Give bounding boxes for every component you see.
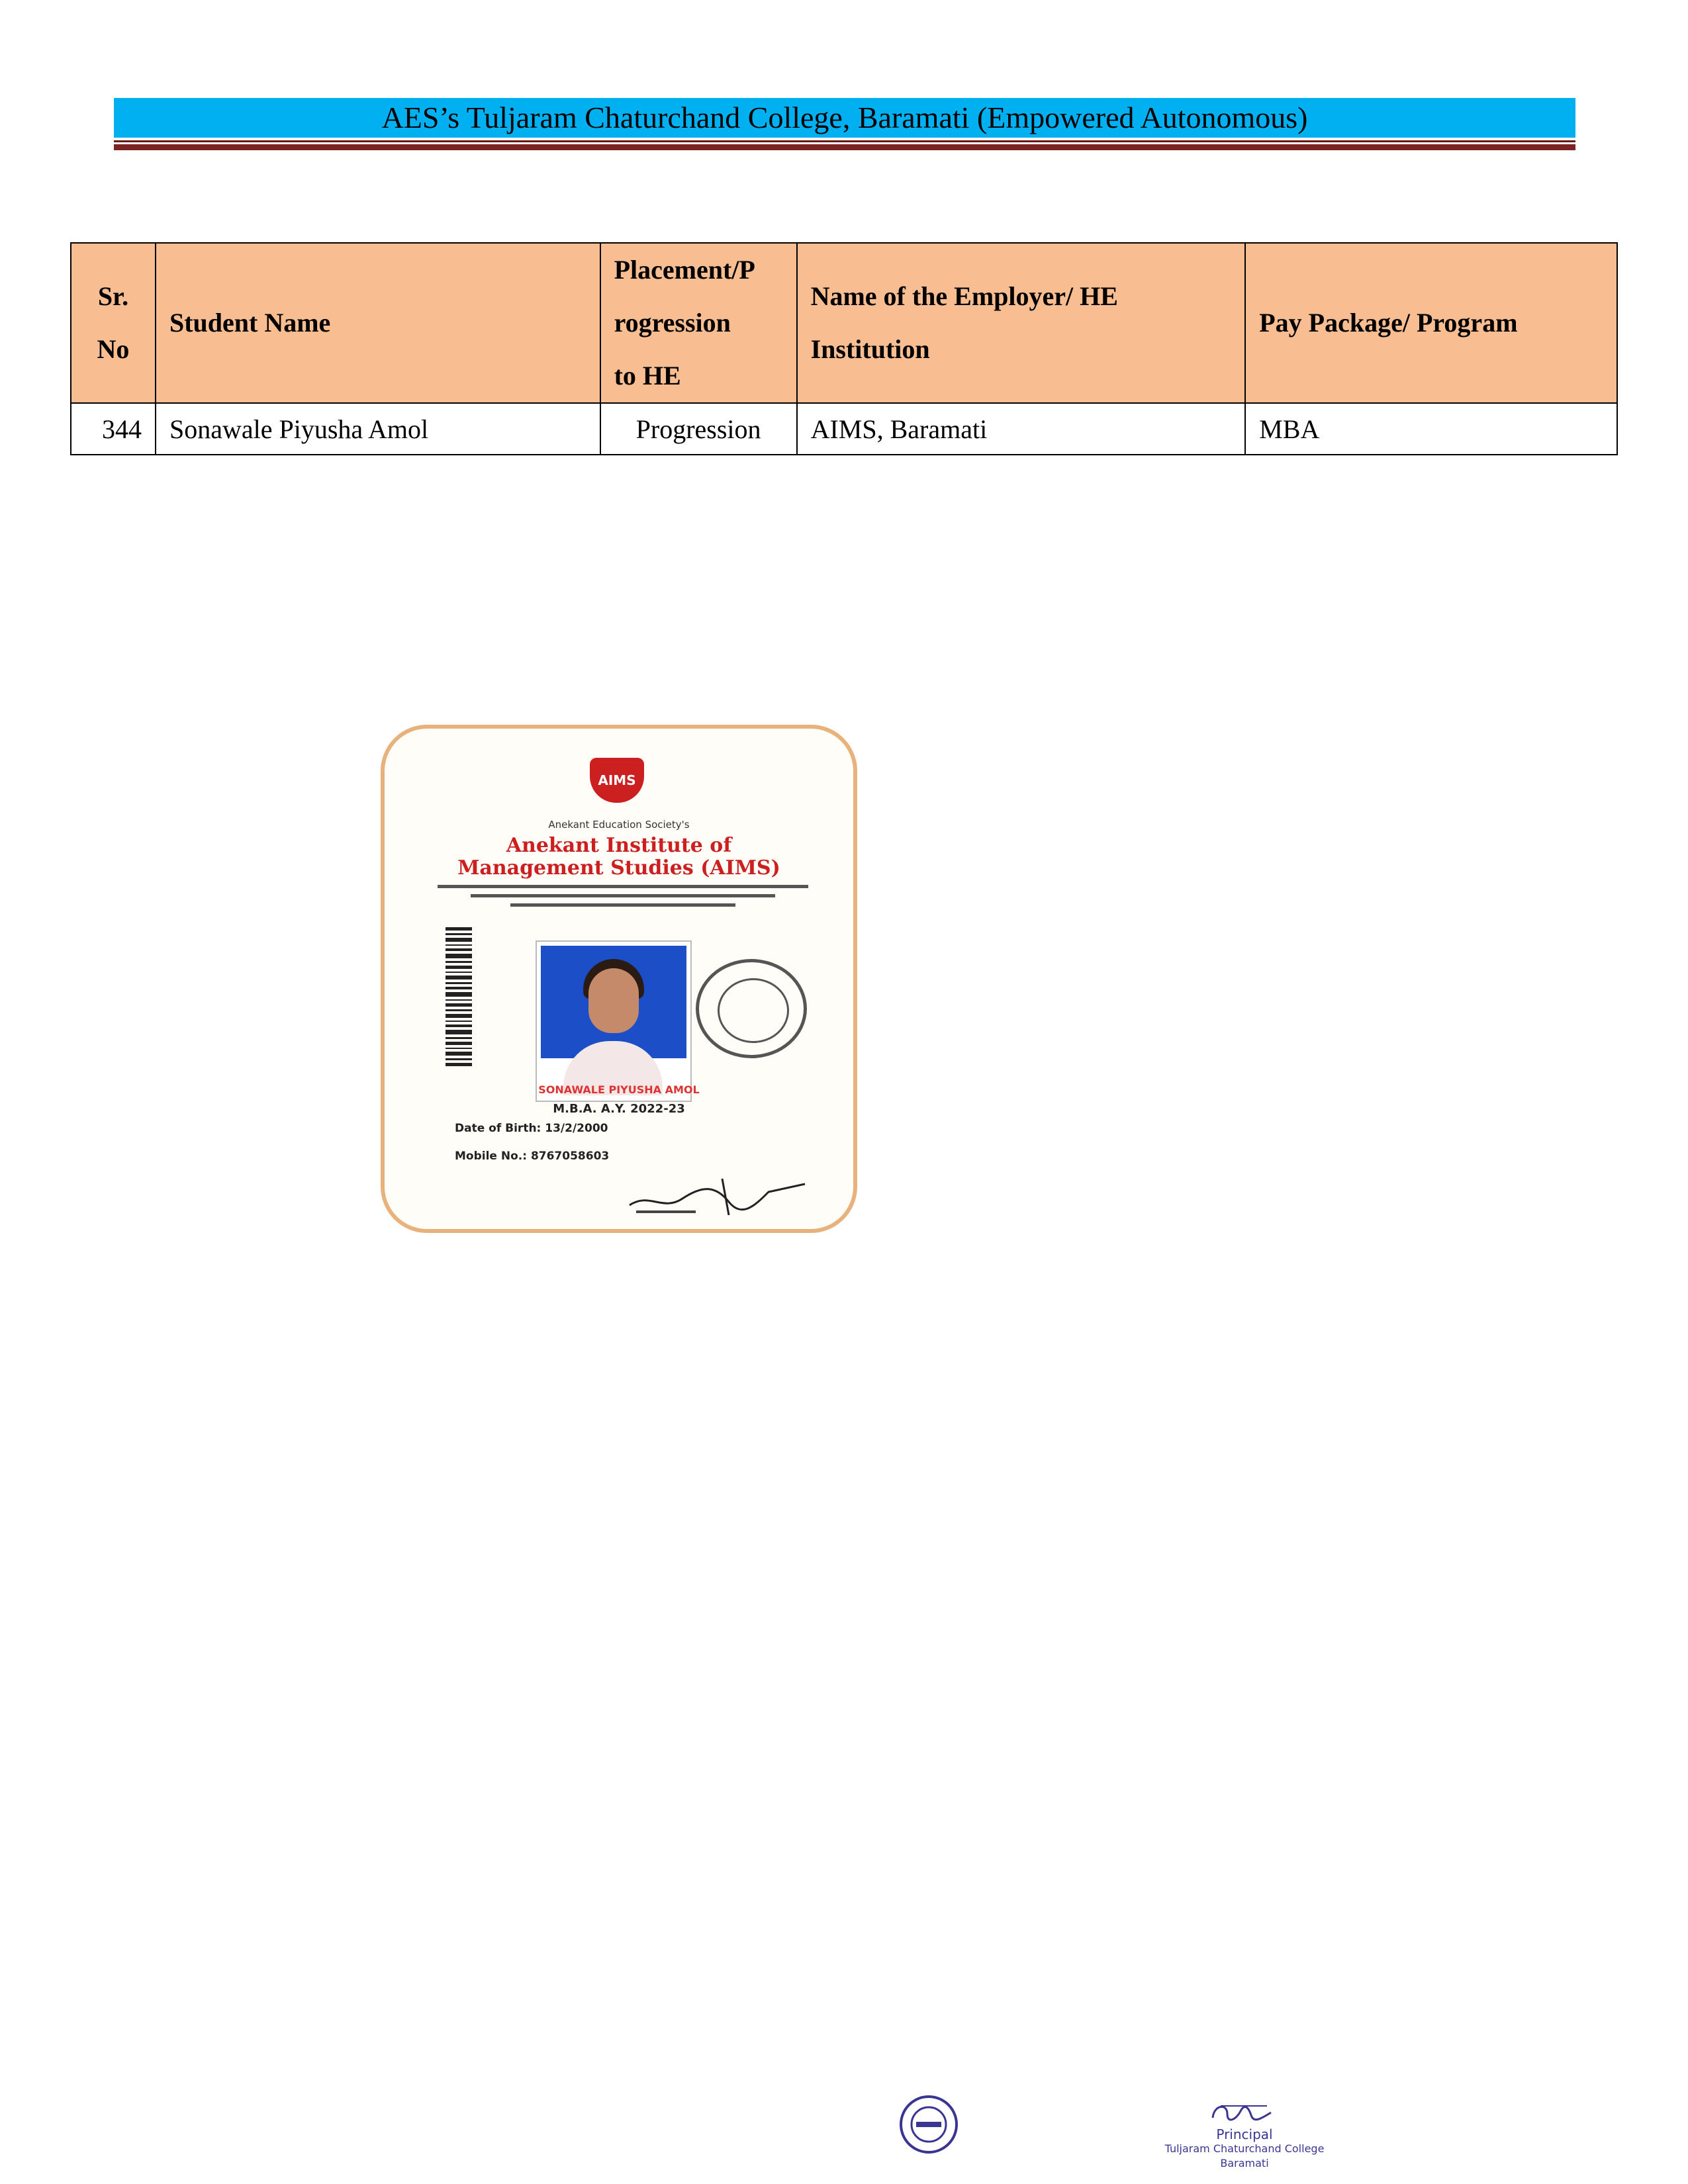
header-sr-no — [71, 243, 156, 403]
aims-logo-text: AIMS — [598, 772, 636, 788]
principal-title: Principal — [1216, 2126, 1273, 2142]
card-society: Anekant Education Society's — [548, 819, 690, 831]
card-mobile: Mobile No.: 8767058603 — [455, 1150, 610, 1163]
student-photo — [536, 940, 692, 1102]
college-header-band — [114, 98, 1575, 138]
photo-face — [588, 968, 639, 1033]
stamp-inner-ring — [718, 978, 789, 1043]
cell-placement: Progression — [600, 403, 797, 455]
header-placement — [600, 243, 797, 403]
aims-logo-icon — [590, 758, 644, 803]
college-title: AES’s Tuljaram Chaturchand College, Baramati (Empowered Autonomous) — [381, 101, 1308, 134]
header-rule-thin — [114, 140, 1575, 142]
card-student-name: SONAWALE PIYUSHA AMOL — [538, 1083, 700, 1096]
card-address-lines — [424, 882, 821, 911]
cell-sr-no: 344 — [71, 403, 156, 455]
table-header-row — [71, 243, 1617, 403]
header-pay-package-text: Pay Package/ Program — [1259, 308, 1518, 338]
header-student-name — [156, 243, 600, 403]
principal-city: Baramati — [1220, 2157, 1269, 2169]
header-placement-line2: rogression — [614, 308, 731, 338]
institute-stamp-icon — [696, 959, 807, 1058]
header-placement-line3: to HE — [614, 361, 681, 390]
header-student-name-text: Student Name — [169, 308, 331, 338]
principal-signature-icon — [1207, 2099, 1275, 2126]
header-sr-no-line2: No — [97, 334, 130, 364]
principal-college: Tuljaram Chaturchand College — [1164, 2142, 1325, 2155]
header-placement-line1: Placement/P — [614, 255, 755, 285]
header-employer-line1: Name of the Employer/ HE — [810, 281, 1118, 311]
placement-table — [70, 242, 1618, 455]
student-id-card — [381, 725, 857, 1233]
barcode-icon — [445, 927, 472, 1066]
cell-student-name: Sonawale Piyusha Amol — [156, 403, 600, 455]
cell-employer: AIMS, Baramati — [797, 403, 1246, 455]
table-row — [71, 403, 1617, 455]
header-rule-thick — [114, 144, 1575, 150]
header-pay-package — [1245, 243, 1617, 403]
director-signature-icon — [623, 1172, 808, 1218]
card-institute-line1: Anekant Institute of — [506, 834, 732, 857]
card-course: M.B.A. A.Y. 2022-23 — [553, 1102, 685, 1116]
college-seal-icon — [895, 2094, 962, 2155]
cell-program: MBA — [1245, 403, 1617, 455]
header-employer — [797, 243, 1246, 403]
header-sr-no-line1: Sr. — [97, 281, 129, 311]
principal-block — [1158, 2127, 1331, 2171]
card-institute — [385, 835, 853, 880]
card-date-of-birth: Date of Birth: 13/2/2000 — [455, 1122, 608, 1135]
card-institute-line2: Management Studies (AIMS) — [457, 856, 780, 880]
header-employer-line2: Institution — [810, 334, 930, 364]
